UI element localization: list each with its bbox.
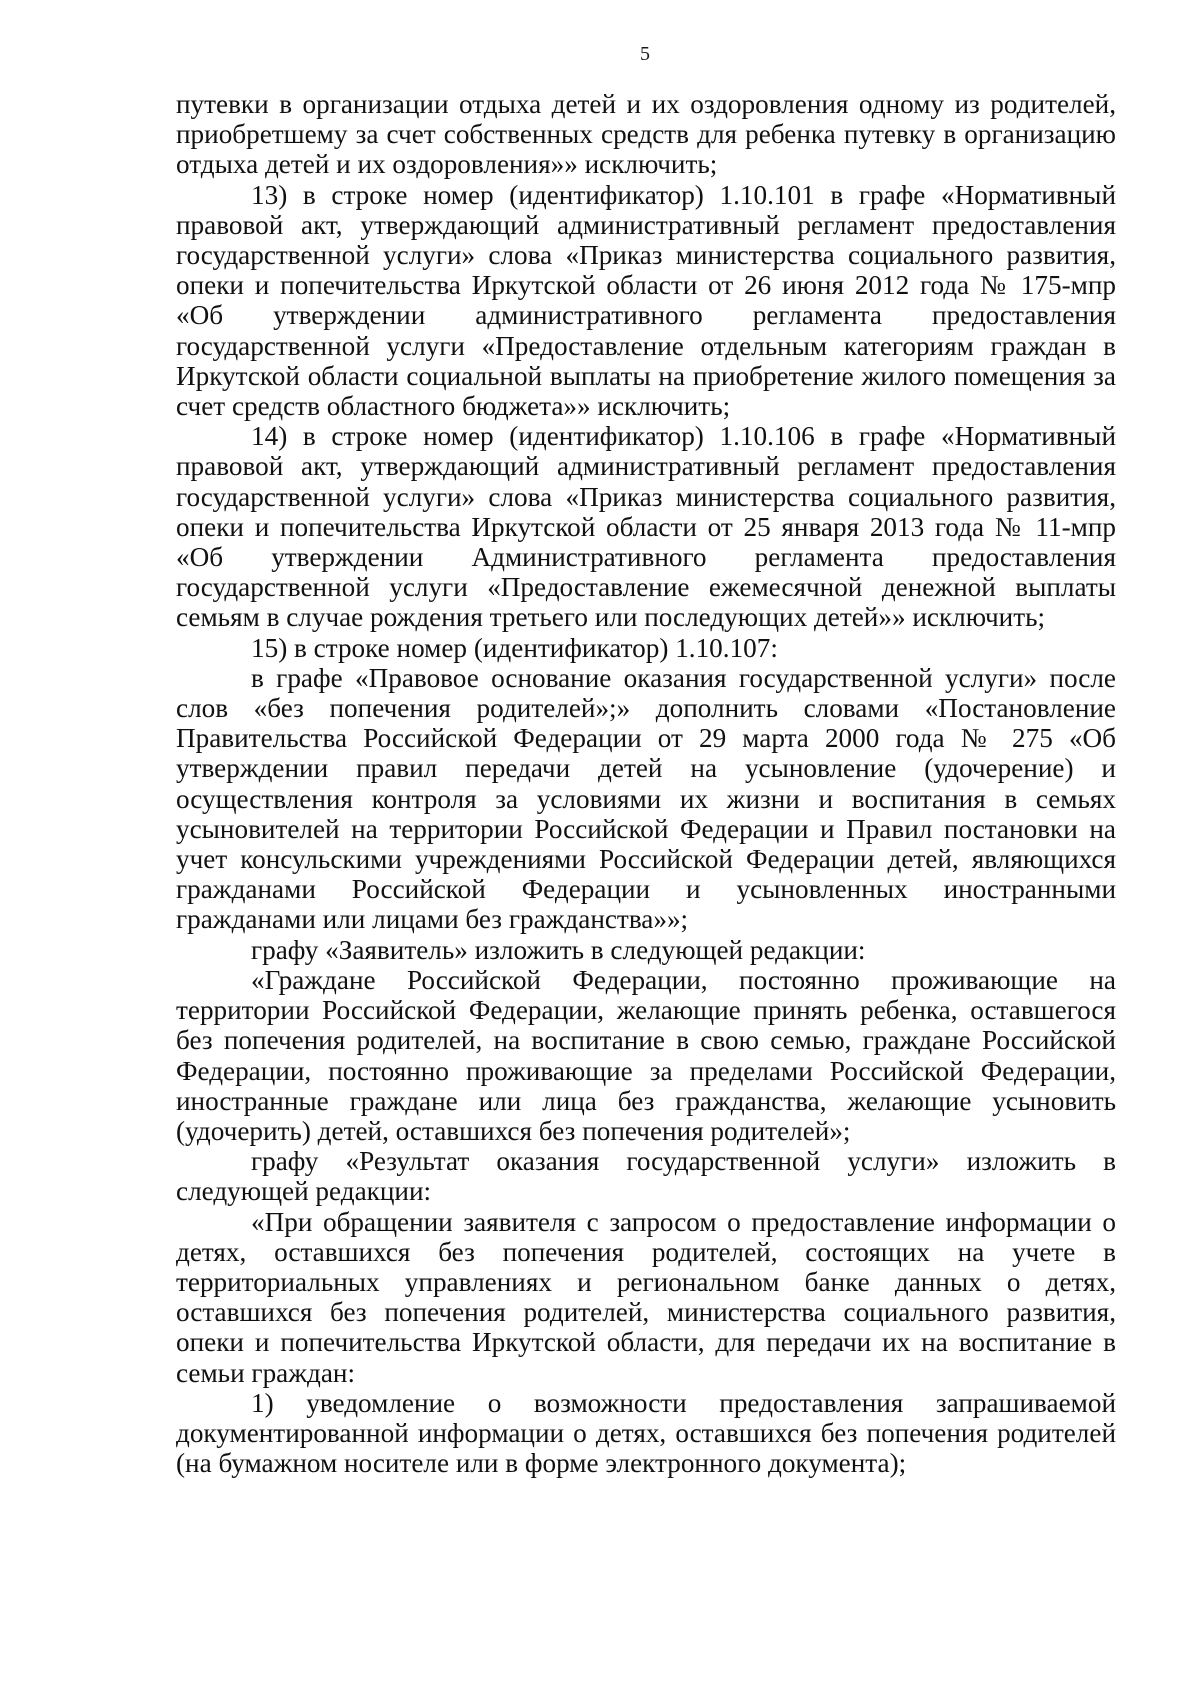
paragraph-item-15: 15) в строке номер (идентификатор) 1.10.107: [251,632,778,663]
paragraph-result-text: «При обращении заявителя с запросом о предоставление информации о детях, оставшихся без попечения родителей, состоящих на учете в территориальных управлениях и региональном банке данных о детях, оставшихся без попечения родителей, министерства социального развития, опеки и попечительства Иркутской области, для передачи их на воспитание в семьи граждан: [176,1206,1116,1388]
paragraph-item-14: 14) в строке номер (идентификатор) 1.10.106 в графе «Нормативный правовой акт, утверждающий административный регламент предоставления государственной услуги» слова «Приказ министерства социального развития, опеки и попечительства Иркутской области от 25 января 2013 года № 11-мпр «Об утверждении Административного регламента предоставления государственной услуги «Предоставление ежемесячной денежной выплаты семьям в случае рождения третьего или последующих детей»» исключить; [176,421,1116,633]
paragraph-item-13: 13) в строке номер (идентификатор) 1.10.101 в графе «Нормативный правовой акт, утверждающий административный регламент предоставления государственной услуги» слова «Приказ министерства социального развития, опеки и попечительства Иркутской области от 26 июня 2012 года № 175-мпр «Об утверждении административного регламента предоставления государственной услуги «Предоставление отдельным категориям граждан в Иркутской области социальной выплаты на приобретение жилого помещения за счет средств областного бюджета»» исключить; [176,179,1116,422]
paragraph-continuation: путевки в организации отдыха детей и их оздоровления одному из родителей, приобретшему за счет собственных средств для ребенка путевку в организацию отдыха детей и их оздоровления»» исключить; [176,89,1116,180]
paragraph-applicant-heading: графу «Заявитель» изложить в следующей редакции: [251,934,866,965]
paragraph-applicant-text: «Граждане Российской Федерации, постоянно проживающие на территории Российской Федерации, желающие принять ребенка, оставшегося без попечения родителей, на воспитание в свою семью, граждане Российской Федерации, постоянно проживающие за пределами Российской Федерации, иностранные граждане или лица без гражданства, желающие усыновить (удочерить) детей, оставшихся без попечения родителей»; [176,964,1116,1146]
page-number: 5 [640,43,650,65]
paragraph-result-heading: графу «Результат оказания государственной услуги» изложить в следующей редакции: [176,1146,1116,1207]
paragraph-result-item-1: 1) уведомление о возможности предоставления запрашиваемой документированной информации о детях, оставшихся без попечения родителей (на бумажном носителе или в форме электронного документа); [176,1387,1116,1479]
paragraph-legal-basis: в графе «Правовое основание оказания государственной услуги» после слов «без попечения родителей»;» дополнить словами «Постановление Правительства Российской Федерации от 29 марта 2000 года № 275 «Об утверждении правил передачи детей на усыновление (удочерение) и осуществления контроля за условиями их жизни и воспитания в семьях усыновителей на территории Российской Федерации и Правил постановки на учет консульскими учреждениями Российской Федерации детей, являющихся гражданами Российской Федерации и усыновленных иностранными гражданами или лицами без гражданства»»; [176,662,1116,935]
document-body [176,89,1116,1478]
